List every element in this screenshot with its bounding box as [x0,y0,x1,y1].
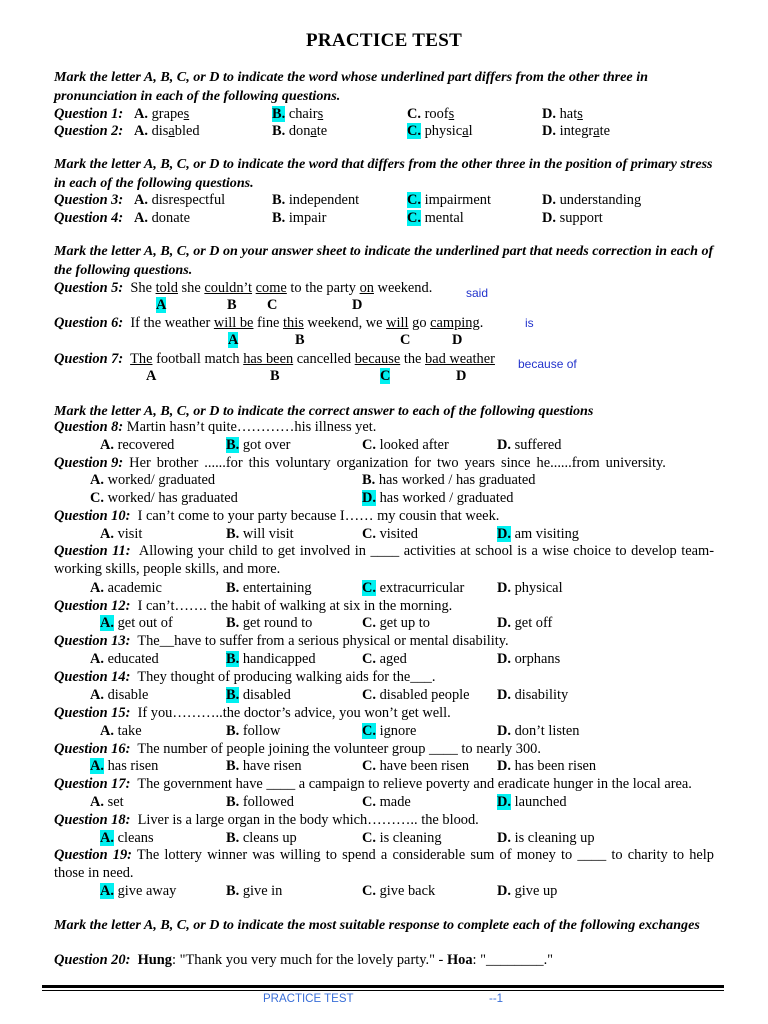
question-7: Question 7: The football match has been cancelled because the bad weather [54,351,495,367]
q13-option-a[interactable]: A. educated [90,651,159,667]
q19-option-b[interactable]: B. give in [226,883,283,899]
question-5: Question 5: She told she couldn’t come to the party on weekend. [54,280,433,296]
q19-option-c[interactable]: C. give back [362,883,436,899]
q2-option-b[interactable]: B. donate [272,123,328,139]
q14-option-b[interactable]: B. disabled [226,687,291,703]
q5-correction-note: said [466,286,489,300]
q10-option-d[interactable]: D. am visiting [497,526,579,542]
question-8: Question 8: Martin hasn’t quite…………his illness yet. [54,419,377,435]
q16-option-c[interactable]: C. have been risen [362,758,470,774]
q7-mark-d[interactable]: D [456,368,467,384]
q9-option-a[interactable]: A. worked/ graduated [90,472,216,488]
q17-option-a[interactable]: A. set [90,794,124,810]
q3-option-d[interactable]: D. understanding [542,192,642,208]
instruction-exchanges: Mark the letter A, B, C, or D to indicate the most suitable response to complete each of the following exchanges [54,917,700,933]
q14-option-c[interactable]: C. disabled people [362,687,470,703]
q8-option-c[interactable]: C. looked after [362,437,449,453]
page-title: PRACTICE TEST [305,30,463,51]
q6-mark-d[interactable]: D [452,332,463,348]
q10-option-a[interactable]: A. visit [100,526,143,542]
instruction-multiple-choice: Mark the letter A, B, C, or D to indicate the correct answer to each of the following questions [54,403,594,419]
q6-mark-a[interactable]: A [228,332,239,348]
q18-option-a[interactable]: A. cleans [100,830,154,846]
q19-option-d[interactable]: D. give up [497,883,558,899]
q5-mark-b[interactable]: B [227,297,237,313]
instruction-stress: Mark the letter A, B, C, or D to indicate the word that differs from the other three in the position of primary stress in each of the following questions. [54,156,713,191]
q6-mark-c[interactable]: C [400,332,411,348]
q4-option-c[interactable]: C. mental [407,210,464,226]
q8-option-a[interactable]: A. recovered [100,437,175,453]
question-1: Question 1: [54,106,124,122]
q12-option-d[interactable]: D. get off [497,615,553,631]
q11-option-b[interactable]: B. entertaining [226,580,312,596]
q16-option-b[interactable]: B. have risen [226,758,302,774]
question-3: Question 3: [54,192,124,208]
q8-option-d[interactable]: D. suffered [497,437,562,453]
q5-mark-c[interactable]: C [267,297,278,313]
question-15: Question 15: If you………..the doctor’s advice, you won’t get well. [54,705,451,721]
q13-option-b[interactable]: B. handicapped [226,651,316,667]
q17-option-b[interactable]: B. followed [226,794,294,810]
q14-option-d[interactable]: D. disability [497,687,569,703]
q16-option-a[interactable]: A. has risen [90,758,159,774]
question-17: Question 17: The government have ____ a campaign to relieve poverty and eradicate hunger in the local area. [54,776,692,792]
q3-option-a[interactable]: A. disrespectful [134,192,226,208]
question-18: Question 18: Liver is a large organ in the body which……….. the blood. [54,812,479,828]
q12-option-b[interactable]: B. get round to [226,615,313,631]
q17-option-d[interactable]: D. launched [497,794,567,810]
q7-mark-b[interactable]: B [270,368,280,384]
question-13: Question 13: The__have to suffer from a serious physical or mental disability. [54,633,509,649]
q1-option-d[interactable]: D. hats [542,106,583,122]
q1-option-b[interactable]: B. chairs [272,106,324,122]
q7-correction-note: because of [518,357,577,371]
q2-option-c[interactable]: C. physical [407,123,473,139]
q17-option-c[interactable]: C. made [362,794,411,810]
question-10: Question 10: I can’t come to your party because I…… my cousin that week. [54,508,500,524]
question-12: Question 12: I can’t……. the habit of walking at six in the morning. [54,598,453,614]
question-20: Question 20: Hung: "Thank you very much for the lovely party." - Hoa: "________." [54,952,554,968]
q18-option-c[interactable]: C. is cleaning [362,830,442,846]
question-2: Question 2: [54,123,124,139]
q4-option-b[interactable]: B. impair [272,210,327,226]
q10-option-b[interactable]: B. will visit [226,526,294,542]
q8-option-b[interactable]: B. got over [226,437,291,453]
q6-correction-note: is [525,316,534,330]
q15-option-d[interactable]: D. don’t listen [497,723,580,739]
q5-mark-a[interactable]: A [156,297,167,313]
q15-option-a[interactable]: A. take [100,723,142,739]
q16-option-d[interactable]: D. has been risen [497,758,597,774]
q5-mark-d[interactable]: D [352,297,363,313]
q12-option-a[interactable]: A. get out of [100,615,173,631]
q11-option-c[interactable]: C. extracurricular [362,580,465,596]
q7-mark-a[interactable]: A [146,368,157,384]
footer-title: PRACTICE TEST [263,993,354,1005]
q11-option-a[interactable]: A. academic [90,580,162,596]
q15-option-c[interactable]: C. ignore [362,723,417,739]
instruction-pronunciation: Mark the letter A, B, C, or D to indicate the word whose underlined part differs from the other three in pronunciation in each of the following questions. [54,69,648,104]
question-6: Question 6: If the weather will be fine this weekend, we will go camping. [54,315,484,331]
q7-mark-c[interactable]: C [380,368,391,384]
q9-option-b[interactable]: B. has worked / has graduated [362,472,536,488]
q2-option-d[interactable]: D. integrate [542,123,610,139]
question-16: Question 16: The number of people joining the volunteer group ____ to nearly 300. [54,741,541,757]
q13-option-c[interactable]: C. aged [362,651,407,667]
q6-mark-b[interactable]: B [295,332,305,348]
question-4: Question 4: [54,210,124,226]
q11-option-d[interactable]: D. physical [497,580,563,596]
q1-option-c[interactable]: C. roofs [407,106,455,122]
question-11: Question 11: Allowing your child to get involved in ____ activities at school is a wise choice to develop team-working skills, people skills, and more. [54,543,714,577]
question-14: Question 14: They thought of producing walking aids for the___. [54,669,436,685]
q10-option-c[interactable]: C. visited [362,526,418,542]
q12-option-c[interactable]: C. get up to [362,615,430,631]
q18-option-b[interactable]: B. cleans up [226,830,297,846]
q4-option-a[interactable]: A. donate [134,210,190,226]
q1-option-a[interactable]: A. grapes [134,106,190,122]
footer-page-number: --1 [489,993,504,1005]
q18-option-d[interactable]: D. is cleaning up [497,830,595,846]
q9-option-c[interactable]: C. worked/ has graduated [90,490,238,506]
q3-option-c[interactable]: C. impairment [407,192,491,208]
question-9: Question 9: Her brother ......for this voluntary organization for two years since he......from university. [54,455,666,471]
q14-option-a[interactable]: A. disable [90,687,149,703]
q9-option-d[interactable]: D. has worked / graduated [362,490,514,506]
q2-option-a[interactable]: A. disabled [134,123,200,139]
q15-option-b[interactable]: B. follow [226,723,281,739]
question-19: Question 19: The lottery winner was willing to spend a considerable sum of money to ____ to charity to help those in need. [54,847,714,881]
footer-rule-thick [42,985,724,988]
q4-option-d[interactable]: D. support [542,210,603,226]
q19-option-a[interactable]: A. give away [100,883,177,899]
instruction-error-correction: Mark the letter A, B, C, or D on your answer sheet to indicate the underlined part that needs correction in each of the following questions. [54,243,714,278]
q3-option-b[interactable]: B. independent [272,192,360,208]
q13-option-d[interactable]: D. orphans [497,651,561,667]
footer-rule-thin [42,990,724,991]
